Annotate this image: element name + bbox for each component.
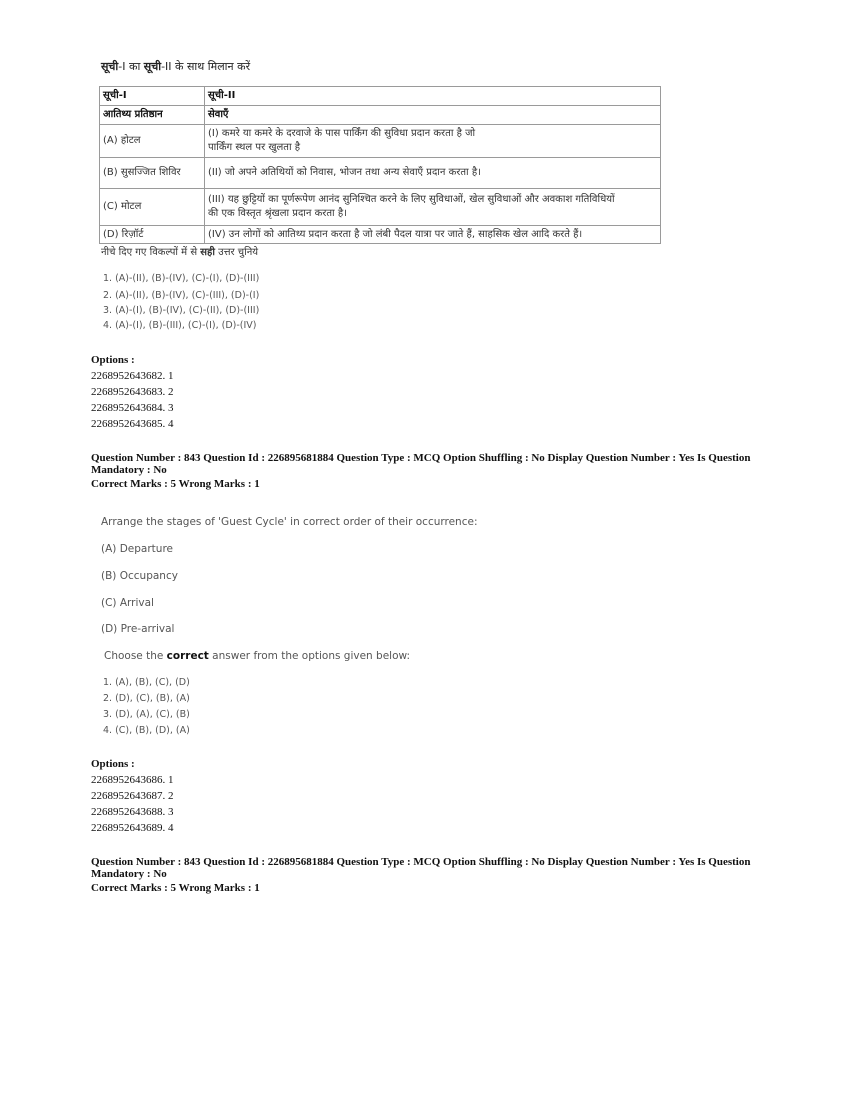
choose-bold: correct xyxy=(166,650,209,662)
table-row xyxy=(100,158,661,189)
choose-text-a: Choose the xyxy=(104,650,167,662)
q2-option-id-2: 2268952643687. 2 xyxy=(91,790,174,802)
table-cell-right: (IV) उन लोगों को आतिथ्य प्रदान करता है जो लंबी पैदल यात्रा पर जाते हैं, साहसिक खेल आदि करते हैं। xyxy=(205,226,661,244)
q2-item-c: (C) Arrival xyxy=(101,597,154,609)
q2-meta-line2: Correct Marks : 5 Wrong Marks : 1 xyxy=(91,478,260,490)
q2-prompt: Arrange the stages of 'Guest Cycle' in correct order of their occurrence: xyxy=(101,516,478,528)
table-cell-left: (D) रिज़ॉर्ट xyxy=(100,226,205,244)
table-row xyxy=(100,189,661,226)
table-cell-right xyxy=(205,125,661,158)
q2-choose xyxy=(104,650,410,662)
heading-text-b: -II के साथ मिलान करें xyxy=(161,60,251,73)
q2-meta-line1: Question Number : 843 Question Id : 226895681884 Question Type : MCQ Option Shuffling : No Display Question Number : Yes Is Question Mandatory : No xyxy=(91,452,751,476)
table-cell-line: (I) कमरे या कमरे के दरवाजे के पास पार्किंग की सुविधा प्रदान करता है जो xyxy=(208,128,476,139)
q2-options-label: Options : xyxy=(91,758,135,770)
q2-item-b: (B) Occupancy xyxy=(101,570,178,582)
table-cell-left: (A) होटल xyxy=(100,125,205,158)
q3-meta-line1: Question Number : 843 Question Id : 226895681884 Question Type : MCQ Option Shuffling : No Display Question Number : Yes Is Question Mandatory : No xyxy=(91,856,751,880)
table-cell-right: (II) जो अपने अतिथियों को निवास, भोजन तथा अन्य सेवाएँ प्रदान करता है। xyxy=(205,158,661,189)
table-subheader-establishment: आतिथ्य प्रतिष्ठान xyxy=(100,106,205,125)
table-subheader-services: सेवाएँ xyxy=(205,106,661,125)
instruction-text-b: उत्तर चुनिये xyxy=(214,247,259,258)
table-cell-left: (C) मोटल xyxy=(100,189,205,226)
q2-item-d: (D) Pre-arrival xyxy=(101,623,175,635)
choose-text-b: answer from the options given below: xyxy=(208,650,411,662)
instruction-bold: सही xyxy=(200,247,215,258)
q1-heading xyxy=(101,59,250,74)
q2-choice-2: 2. (D), (C), (B), (A) xyxy=(103,693,190,704)
q2-option-id-1: 2268952643686. 1 xyxy=(91,774,174,786)
table-row xyxy=(100,226,661,244)
q1-choice-2: 2. (A)-(II), (B)-(IV), (C)-(III), (D)-(I) xyxy=(103,290,260,301)
q2-option-id-3: 2268952643688. 3 xyxy=(91,806,174,818)
q1-choice-1: 1. (A)-(II), (B)-(IV), (C)-(I), (D)-(III) xyxy=(103,273,260,284)
heading-list2-word: सूची xyxy=(143,60,162,73)
table-cell-left: (B) सुसज्जित शिविर xyxy=(100,158,205,189)
heading-list1-word: सूची xyxy=(101,60,119,73)
table-header-list1: सूची-I xyxy=(100,87,205,106)
q1-instruction xyxy=(101,244,258,258)
heading-text-a: -I का xyxy=(118,60,144,73)
q1-option-id-2: 2268952643683. 2 xyxy=(91,386,174,398)
q1-option-id-4: 2268952643685. 4 xyxy=(91,418,174,430)
table-cell-line: (III) यह छुट्टियों का पूर्णरूपेण आनंद सुनिश्चित करने के लिए सुविधाओं, खेल सुविधाओं और अवकाश गतिविधियों xyxy=(208,194,615,205)
table-cell-right xyxy=(205,189,661,226)
q1-option-id-3: 2268952643684. 3 xyxy=(91,402,174,414)
q3-meta-line2: Correct Marks : 5 Wrong Marks : 1 xyxy=(91,882,260,894)
q1-options-label: Options : xyxy=(91,354,135,366)
table-cell-line: की एक विस्तृत श्रृंखला प्रदान करता है। xyxy=(208,208,347,219)
table-row xyxy=(100,125,661,158)
q1-option-id-1: 2268952643682. 1 xyxy=(91,370,174,382)
table-subheader-row xyxy=(100,106,661,125)
q1-choice-3: 3. (A)-(I), (B)-(IV), (C)-(II), (D)-(III) xyxy=(103,305,260,316)
table-cell-line: पार्किंग स्थल पर खुलता है xyxy=(208,142,301,153)
table-header-row xyxy=(100,87,661,106)
instruction-text-a: नीचे दिए गए विकल्पों में से xyxy=(101,247,201,258)
q2-option-id-4: 2268952643689. 4 xyxy=(91,822,174,834)
q2-item-a: (A) Departure xyxy=(101,543,173,555)
q2-choice-4: 4. (C), (B), (D), (A) xyxy=(103,725,190,736)
q1-choice-4: 4. (A)-(I), (B)-(III), (C)-(I), (D)-(IV) xyxy=(103,320,257,331)
table-header-list2: सूची-II xyxy=(205,87,661,106)
q2-choice-3: 3. (D), (A), (C), (B) xyxy=(103,709,190,720)
q2-choice-1: 1. (A), (B), (C), (D) xyxy=(103,677,190,688)
match-table xyxy=(99,86,661,244)
